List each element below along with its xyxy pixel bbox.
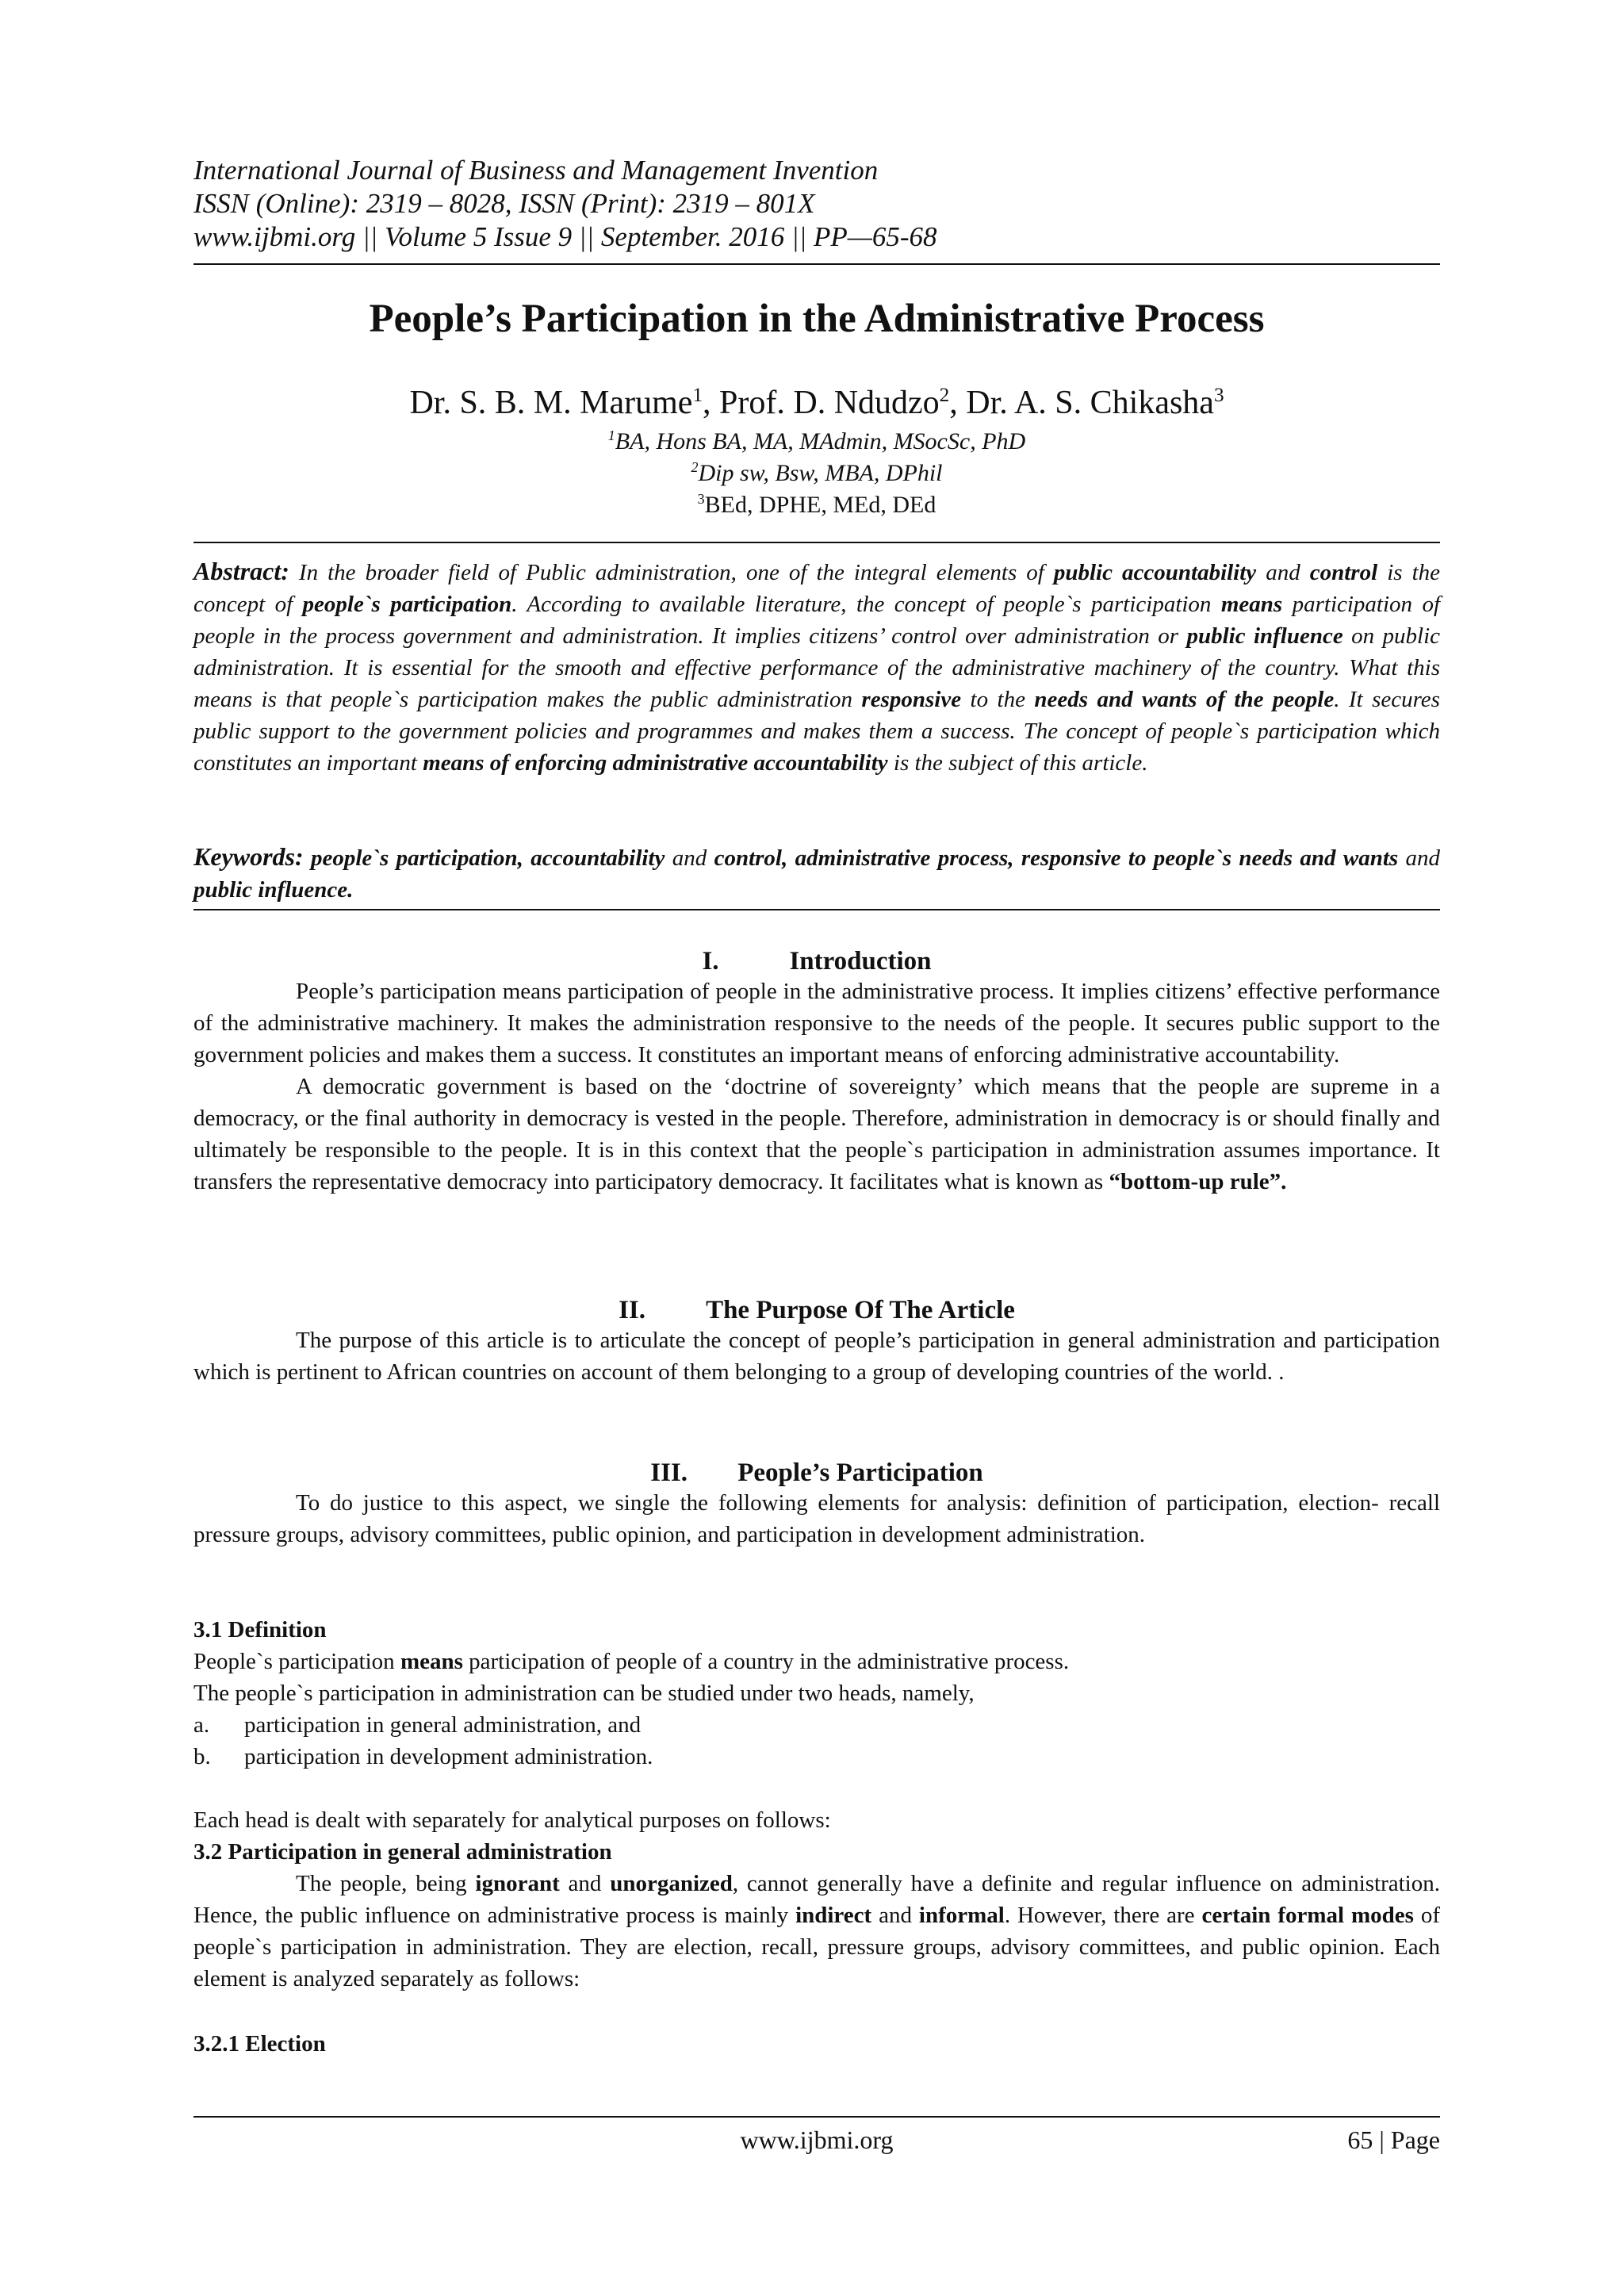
journal-header <box>193 154 1440 254</box>
paragraph-emphasis: certain formal modes <box>1201 1903 1414 1928</box>
abstract-emphasis: means of enforcing administrative accountability <box>423 750 888 776</box>
abstract-text: participation of people in the process government and administration. It implies citizens’ control over administration or <box>193 592 1441 649</box>
abstract-text: and <box>1256 560 1310 585</box>
journal-issue: www.ijbmi.org || Volume 5 Issue 9 || September. 2016 || PP—65-68 <box>193 221 937 252</box>
keyword: people`s participation, accountability <box>303 845 665 871</box>
abstract-text: In the broader field of Public administration, one of the integral elements of <box>289 560 1054 585</box>
author-name: Dr. S. B. M. Marume <box>409 385 693 421</box>
abstract-emphasis: responsive <box>861 687 962 712</box>
keyword-joiner: and <box>665 845 714 871</box>
definition-outro <box>193 1804 1440 1836</box>
paragraph <box>193 1868 1440 1995</box>
affiliation-text: BA, Hons BA, MA, MAdmin, MSocSc, PhD <box>615 428 1026 454</box>
list-item <box>193 1709 641 1741</box>
author-name: Dr. A. S. Chikasha <box>966 385 1214 421</box>
abstract-divider-bottom <box>193 909 1440 910</box>
section-heading-participation <box>193 1455 1440 1490</box>
list-item <box>193 1741 653 1773</box>
paper-page <box>193 0 1440 2296</box>
paragraph-text: . However, there are <box>1004 1903 1202 1928</box>
paragraph-text: A democratic government is based on the ‘doctrine of sovereignty’ which means that the people are supreme in a democracy, or the final authority in democracy is vested in the people. Therefore, administration in democracy is or should finally and ultimately be responsible to the people. It is in this context that the people`s participation in administration assumes importance. It transfers the representative democracy into participatory democracy. It facilitates what is known as <box>193 1074 1440 1194</box>
paragraph-emphasis: means <box>400 1649 463 1674</box>
purpose-body <box>193 1324 1440 1388</box>
section-title: Introduction <box>789 947 932 976</box>
author-mark: 2 <box>939 385 950 406</box>
author-mark: 1 <box>692 385 703 406</box>
affiliation-text: BEd, DPHE, MEd, DEd <box>704 492 936 518</box>
subsection-heading-definition: 3.1 Definition <box>193 1617 327 1642</box>
abstract <box>193 555 1440 779</box>
paragraph: The people`s participation in administration can be studied under two heads, namely, <box>193 1681 975 1706</box>
abstract-emphasis: people`s participation <box>302 592 512 617</box>
paragraph: Each head is dealt with separately for analytical purposes on follows: <box>193 1807 831 1833</box>
paragraph-text: The people, being <box>296 1871 476 1896</box>
list-marker: b. <box>193 1744 211 1769</box>
section-heading-introduction <box>193 944 1440 979</box>
author-name: Prof. D. Ndudzo <box>719 385 940 421</box>
abstract-text: . According to available literature, the concept of people`s participation <box>511 592 1221 617</box>
affiliation-mark: 2 <box>691 459 699 475</box>
affiliation-mark: 3 <box>697 491 705 507</box>
keywords <box>193 841 1440 906</box>
definition-line <box>193 1646 1440 1677</box>
abstract-text: . It secures public support to the government policies and programmes and makes them a success. The concept of people`s participation which constitutes an important <box>193 687 1440 776</box>
affiliation-mark: 1 <box>607 427 615 443</box>
paragraph <box>193 1071 1440 1198</box>
footer-page-number: 65 | Page <box>1347 2125 1440 2154</box>
abstract-emphasis: needs and wants of the people <box>1034 687 1335 712</box>
journal-name: International Journal of Business and Management Invention <box>193 155 879 186</box>
keyword: public influence. <box>193 877 354 903</box>
paper-title: People’s Participation in the Administrative Process <box>369 297 1265 341</box>
abstract-label: Abstract: <box>193 557 289 585</box>
paragraph-text: participation of people of a country in the administrative process. <box>462 1649 1070 1674</box>
section-heading-purpose <box>193 1293 1440 1328</box>
author-mark: 3 <box>1213 385 1224 406</box>
keywords-label: Keywords: <box>193 842 304 871</box>
introduction-body <box>193 976 1440 1198</box>
paragraph-emphasis: informal <box>918 1903 1005 1928</box>
affiliation <box>193 483 1440 521</box>
section-number: II. <box>619 1296 645 1324</box>
section-number: III. <box>650 1458 688 1487</box>
abstract-text: to the <box>961 687 1035 712</box>
subsection-heading-election: 3.2.1 Election <box>193 2031 326 2056</box>
abstract-emphasis: public influence <box>1186 623 1343 649</box>
abstract-emphasis: control <box>1309 560 1378 585</box>
paragraph-emphasis: unorganized <box>610 1871 733 1896</box>
paragraph-text: and <box>559 1871 611 1896</box>
footer-website: www.ijbmi.org <box>740 2125 894 2154</box>
abstract-text: on public administration. It is essential for the smooth and effective performance of the administrative machinery of the country. What this means is that people`s participation makes the public administration <box>193 623 1440 712</box>
keyword-joiner: and <box>1398 845 1441 871</box>
paragraph: People’s participation means participation of people in the administrative process. It implies citizens’ effective performance of the administrative machinery. It makes the administration responsive to the needs of the people. It secures public support to the government policies and makes them a success. It constitutes an important means of enforcing administrative accountability. <box>193 979 1440 1068</box>
general-administration-body <box>193 1868 1440 1995</box>
abstract-text: is the subject of this article. <box>887 750 1148 776</box>
affiliation-text: Dip sw, Bsw, MBA, DPhil <box>698 460 943 486</box>
definition-intro <box>193 1677 1440 1709</box>
section-number: I. <box>702 947 719 976</box>
subsection-heading-general-administration: 3.2 Participation in general administration <box>193 1839 612 1865</box>
abstract-emphasis: means <box>1220 592 1283 617</box>
section-title: The Purpose Of The Article <box>706 1296 1015 1324</box>
paragraph-emphasis: indirect <box>795 1903 872 1928</box>
author-list: Dr. S. B. M. Marume$^1$, Prof. D. Ndudzo$^2$, Dr. A. S. Chikasha$^3$ <box>409 385 1224 421</box>
abstract-emphasis: public accountability <box>1053 560 1257 585</box>
paragraph-emphasis: ignorant <box>475 1871 560 1896</box>
header-divider <box>193 263 1440 265</box>
keyword: control, administrative process, responsive to people`s needs and wants <box>714 845 1399 871</box>
paragraph-text: of people`s participation in administration. They are election, recall, pressure groups, advisory committees, and public opinion. Each element is analyzed separately as follows: <box>193 1903 1440 1991</box>
list-marker: a. <box>193 1712 210 1738</box>
list-text: participation in development administration. <box>244 1744 653 1769</box>
list-text: participation in general administration, and <box>244 1712 642 1738</box>
paragraph: To do justice to this aspect, we single the following elements for analysis: definition of participation, election- recall pressure groups, advisory committees, public opinion, and participation in development administration. <box>193 1490 1440 1547</box>
paragraph: The purpose of this article is to articulate the concept of people’s participation in general administration and participation which is pertinent to African countries on account of them belonging to a group of developing countries of the world. . <box>193 1328 1440 1385</box>
participation-body <box>193 1487 1440 1550</box>
paragraph-text: People`s participation <box>193 1649 400 1674</box>
paragraph <box>193 1646 1440 1677</box>
abstract-divider-top <box>193 542 1440 543</box>
paragraph-text: , cannot generally have a definite and regular influence on administration. Hence, the public influence on administrative process is mainly <box>193 1871 1440 1928</box>
abstract-text: is the concept of <box>193 560 1440 617</box>
section-title: People’s Participation <box>737 1458 983 1487</box>
paragraph-emphasis: “bottom-up rule”. <box>1109 1169 1287 1194</box>
paragraph-text: and <box>871 1903 919 1928</box>
journal-issn: ISSN (Online): 2319 – 8028, ISSN (Print): 2319 – 801X <box>193 188 815 219</box>
footer-divider <box>193 2116 1440 2118</box>
